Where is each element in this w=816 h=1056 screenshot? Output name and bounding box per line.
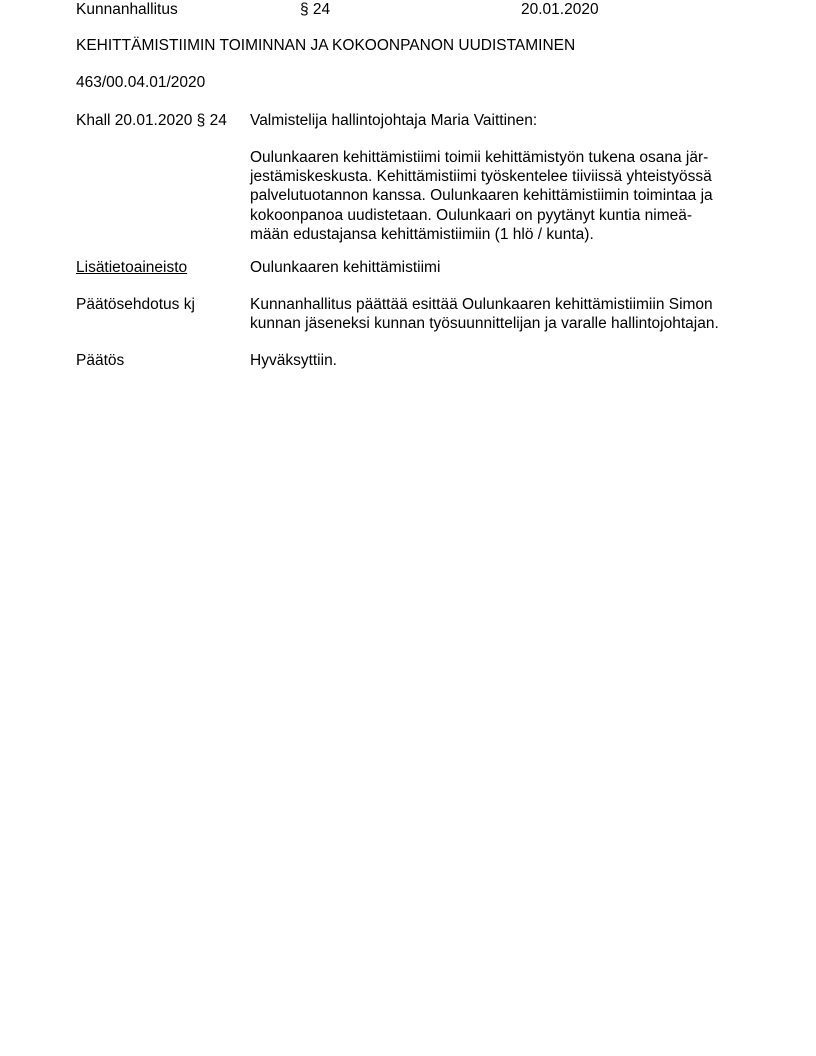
- decision-value: Hyväksyttiin.: [250, 352, 337, 369]
- document-title: KEHITTÄMISTIIMIN TOIMINNAN JA KOKOONPANON UUDISTAMINEN: [76, 37, 576, 54]
- proposal-line: Kunnanhallitus päättää esittää Oulunkaaren kehittämistiimiin Simon: [250, 296, 713, 313]
- preparation-body-line: Oulunkaaren kehittämistiimi toimii kehittämistyön tukena osana jär-: [250, 149, 709, 166]
- preparation-label: Khall 20.01.2020 § 24: [76, 112, 227, 129]
- proposal-line: kunnan jäseneksi kunnan työsuunnittelijan ja varalle hallintojohtajan.: [250, 315, 719, 333]
- record-number: 463/00.04.01/2020: [76, 74, 206, 91]
- proposal-label: Päätösehdotus kj: [76, 296, 195, 313]
- header-section-number: § 24: [300, 1, 331, 18]
- preparation-body-line: mään edustajansa kehittämistiimiin (1 hlö / kunta).: [250, 225, 594, 243]
- proposal-text: [250, 295, 719, 333]
- preparer-line: Valmistelija hallintojohtaja Maria Vaittinen:: [250, 112, 538, 129]
- header-date: 20.01.2020: [521, 1, 599, 18]
- preparation-body: [250, 148, 713, 244]
- additional-info-value: Oulunkaaren kehittämistiimi: [250, 259, 441, 276]
- preparation-body-line: jestämiskeskusta. Kehittämistiimi työskentelee tiiviissä yhteistyössä: [250, 168, 712, 186]
- decision-label: Päätös: [76, 352, 125, 369]
- header-body-name: Kunnanhallitus: [76, 1, 178, 18]
- preparation-body-line: kokoonpanoa uudistetaan. Oulunkaari on pyytänyt kuntia nimeä-: [250, 206, 693, 224]
- additional-info-label: Lisätietoaineisto: [76, 259, 188, 276]
- preparation-body-line: palvelutuotannon kanssa. Oulunkaaren kehittämistiimin toimintaa ja: [250, 187, 713, 205]
